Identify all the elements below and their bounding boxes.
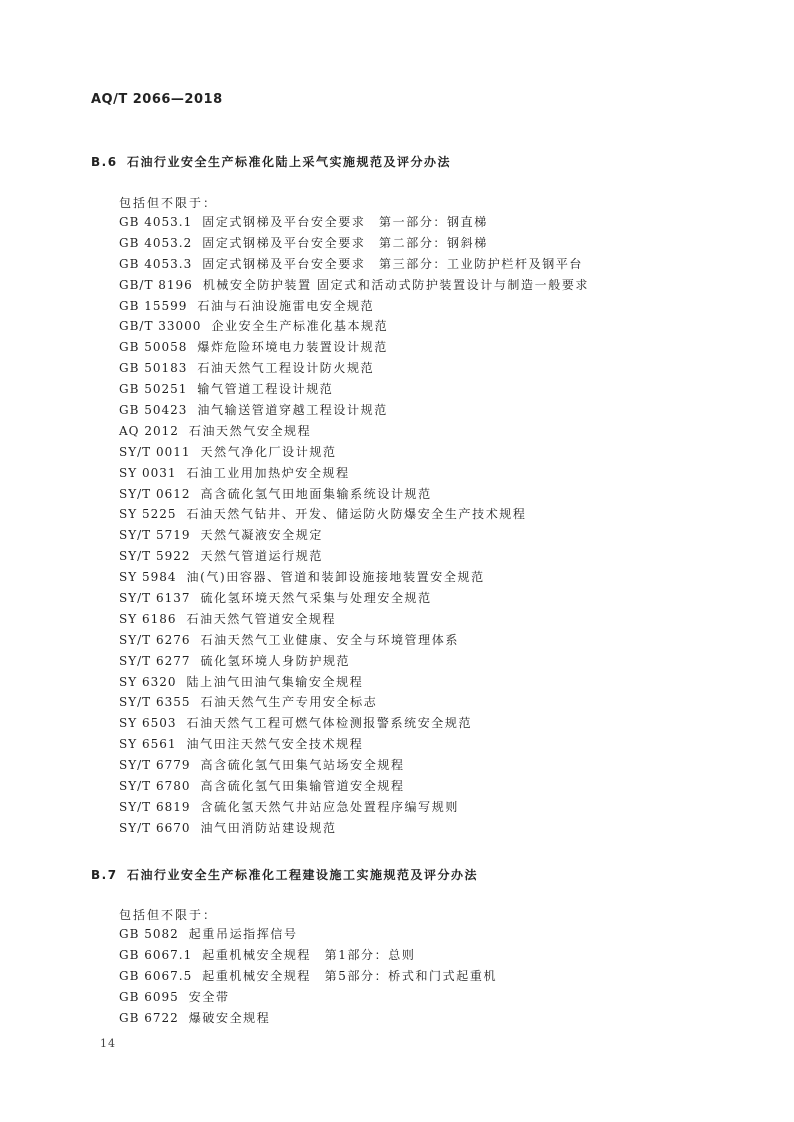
reference-item bbox=[119, 567, 589, 588]
reference-code: SY/T 0612 bbox=[119, 486, 191, 501]
reference-code: GB 50058 bbox=[119, 340, 188, 355]
reference-code: GB 4053.1 bbox=[119, 215, 193, 229]
reference-item bbox=[119, 275, 589, 296]
reference-title: 起重机械安全规程 第1部分：总则 bbox=[202, 947, 416, 962]
reference-code: SY/T 6779 bbox=[119, 758, 191, 773]
reference-item bbox=[119, 1008, 497, 1029]
reference-code: SY/T 5719 bbox=[119, 528, 191, 543]
reference-item bbox=[119, 233, 589, 254]
reference-title: 固定式钢梯及平台安全要求 第二部分：钢斜梯 bbox=[202, 235, 488, 250]
reference-item bbox=[119, 463, 589, 484]
reference-code: SY/T 0011 bbox=[119, 444, 191, 459]
reference-title: 天然气凝液安全规定 bbox=[200, 528, 323, 543]
reference-item bbox=[119, 525, 589, 546]
reference-item bbox=[119, 776, 589, 797]
reference-title: 石油与石油设施雷电安全规范 bbox=[197, 298, 375, 313]
reference-item bbox=[119, 316, 589, 337]
reference-title: 机械安全防护装置 固定式和活动式防护装置设计与制造一般要求 bbox=[202, 277, 590, 292]
reference-code: SY 6320 bbox=[119, 674, 177, 689]
reference-title: 起重吊运指挥信号 bbox=[188, 927, 298, 941]
reference-item bbox=[119, 713, 589, 734]
reference-code: SY 0031 bbox=[119, 465, 177, 480]
section-title: 石油行业安全生产标准化工程建设施工实施规范及评分办法 bbox=[127, 868, 479, 882]
reference-item bbox=[119, 966, 497, 987]
reference-item bbox=[119, 651, 589, 672]
reference-title: 高含硫化氢气田集输管道安全规程 bbox=[200, 779, 405, 794]
reference-title: 爆破安全规程 bbox=[188, 1010, 271, 1025]
reference-item bbox=[119, 337, 589, 358]
reference-title: 固定式钢梯及平台安全要求 第一部分：钢直梯 bbox=[202, 215, 488, 229]
section-number: B.6 bbox=[91, 155, 118, 169]
reference-title: 固定式钢梯及平台安全要求 第三部分：工业防护栏杆及钢平台 bbox=[202, 256, 584, 271]
standard-number-header: AQ/T 2066—2018 bbox=[91, 92, 223, 107]
reference-item bbox=[119, 212, 589, 233]
reference-code: SY 5225 bbox=[119, 507, 177, 522]
reference-item bbox=[119, 945, 497, 966]
reference-title: 油气输送管道穿越工程设计规范 bbox=[197, 403, 388, 418]
reference-title: 油气田消防站建设规范 bbox=[200, 820, 337, 835]
reference-code: GB 15599 bbox=[119, 298, 188, 313]
reference-title: 石油天然气工程设计防火规范 bbox=[197, 361, 375, 376]
reference-code: SY 6186 bbox=[119, 611, 177, 626]
reference-title: 石油天然气安全规程 bbox=[188, 423, 312, 438]
reference-item bbox=[119, 797, 589, 818]
reference-title: 油气田注天然气安全技术规程 bbox=[186, 737, 364, 752]
reference-code: GB/T 33000 bbox=[119, 319, 202, 334]
reference-code: SY/T 6819 bbox=[119, 799, 191, 814]
reference-code: GB 5082 bbox=[119, 927, 179, 941]
reference-item bbox=[119, 296, 589, 317]
reference-title: 硫化氢环境天然气采集与处理安全规范 bbox=[200, 591, 432, 606]
reference-item bbox=[119, 546, 589, 567]
reference-title: 起重机械安全规程 第5部分：桥式和门式起重机 bbox=[202, 968, 498, 983]
reference-code: GB 50251 bbox=[119, 382, 188, 397]
reference-item bbox=[119, 588, 589, 609]
reference-code: GB 6067.1 bbox=[119, 947, 193, 962]
reference-item bbox=[119, 442, 589, 463]
reference-title: 爆炸危险环境电力装置设计规范 bbox=[197, 340, 388, 355]
reference-item bbox=[119, 379, 589, 400]
reference-title: 油(气)田容器、管道和装卸设施接地装置安全规范 bbox=[186, 570, 485, 585]
reference-item bbox=[119, 672, 589, 693]
reference-title: 高含硫化氢气田地面集输系统设计规范 bbox=[200, 486, 432, 501]
reference-code: GB 50423 bbox=[119, 403, 188, 418]
reference-item bbox=[119, 400, 589, 421]
reference-item bbox=[119, 755, 589, 776]
reference-title: 天然气净化厂设计规范 bbox=[200, 444, 337, 459]
page-number: 14 bbox=[100, 1037, 116, 1050]
section-intro-b6: 包括但不限于： bbox=[119, 196, 218, 210]
reference-list-b7 bbox=[119, 924, 497, 1028]
reference-list-b6 bbox=[119, 212, 589, 839]
reference-title: 石油天然气生产专用安全标志 bbox=[200, 695, 378, 710]
reference-title: 硫化氢环境人身防护规范 bbox=[200, 653, 351, 668]
section-heading-b7 bbox=[91, 866, 478, 883]
reference-item bbox=[119, 692, 589, 713]
reference-code: SY/T 6355 bbox=[119, 695, 191, 710]
reference-item bbox=[119, 734, 589, 755]
reference-item bbox=[119, 484, 589, 505]
reference-code: AQ 2012 bbox=[119, 423, 179, 438]
reference-item bbox=[119, 254, 589, 275]
reference-code: GB 6095 bbox=[119, 989, 179, 1004]
reference-code: GB 6067.5 bbox=[119, 968, 193, 983]
reference-title: 石油天然气钻井、开发、储运防火防爆安全生产技术规程 bbox=[186, 507, 527, 522]
section-heading-b6 bbox=[91, 153, 451, 170]
reference-code: SY/T 6277 bbox=[119, 653, 191, 668]
section-intro-b7: 包括但不限于： bbox=[119, 908, 218, 922]
reference-title: 陆上油气田油气集输安全规程 bbox=[186, 674, 364, 689]
reference-code: GB 4053.3 bbox=[119, 256, 193, 271]
reference-code: SY/T 6670 bbox=[119, 820, 191, 835]
reference-title: 含硫化氢天然气井站应急处置程序编写规则 bbox=[200, 799, 459, 814]
reference-item bbox=[119, 421, 589, 442]
reference-code: SY 6503 bbox=[119, 716, 177, 731]
reference-code: SY 6561 bbox=[119, 737, 177, 752]
section-title: 石油行业安全生产标准化陆上采气实施规范及评分办法 bbox=[127, 155, 452, 169]
reference-title: 安全带 bbox=[188, 989, 230, 1004]
reference-code: SY/T 6137 bbox=[119, 591, 191, 606]
reference-code: SY/T 6276 bbox=[119, 632, 191, 647]
reference-item bbox=[119, 818, 589, 839]
reference-item bbox=[119, 987, 497, 1008]
reference-code: GB 6722 bbox=[119, 1010, 179, 1025]
reference-item bbox=[119, 358, 589, 379]
reference-title: 高含硫化氢气田集气站场安全规程 bbox=[200, 758, 405, 773]
reference-title: 石油工业用加热炉安全规程 bbox=[186, 465, 350, 480]
reference-title: 石油天然气工业健康、安全与环境管理体系 bbox=[200, 632, 459, 647]
reference-code: SY/T 5922 bbox=[119, 549, 191, 564]
reference-title: 企业安全生产标准化基本规范 bbox=[211, 319, 389, 334]
reference-item bbox=[119, 504, 589, 525]
reference-title: 石油天然气工程可燃气体检测报警系统安全规范 bbox=[186, 716, 473, 731]
reference-item bbox=[119, 609, 589, 630]
reference-title: 天然气管道运行规范 bbox=[200, 549, 323, 564]
section-number: B.7 bbox=[91, 868, 118, 882]
reference-code: GB/T 8196 bbox=[119, 277, 193, 292]
reference-code: SY 5984 bbox=[119, 570, 177, 585]
reference-code: SY/T 6780 bbox=[119, 779, 191, 794]
reference-title: 输气管道工程设计规范 bbox=[197, 382, 334, 397]
reference-title: 石油天然气管道安全规程 bbox=[186, 611, 337, 626]
reference-item bbox=[119, 924, 497, 945]
reference-code: GB 50183 bbox=[119, 361, 188, 376]
reference-code: GB 4053.2 bbox=[119, 235, 193, 250]
reference-item bbox=[119, 630, 589, 651]
